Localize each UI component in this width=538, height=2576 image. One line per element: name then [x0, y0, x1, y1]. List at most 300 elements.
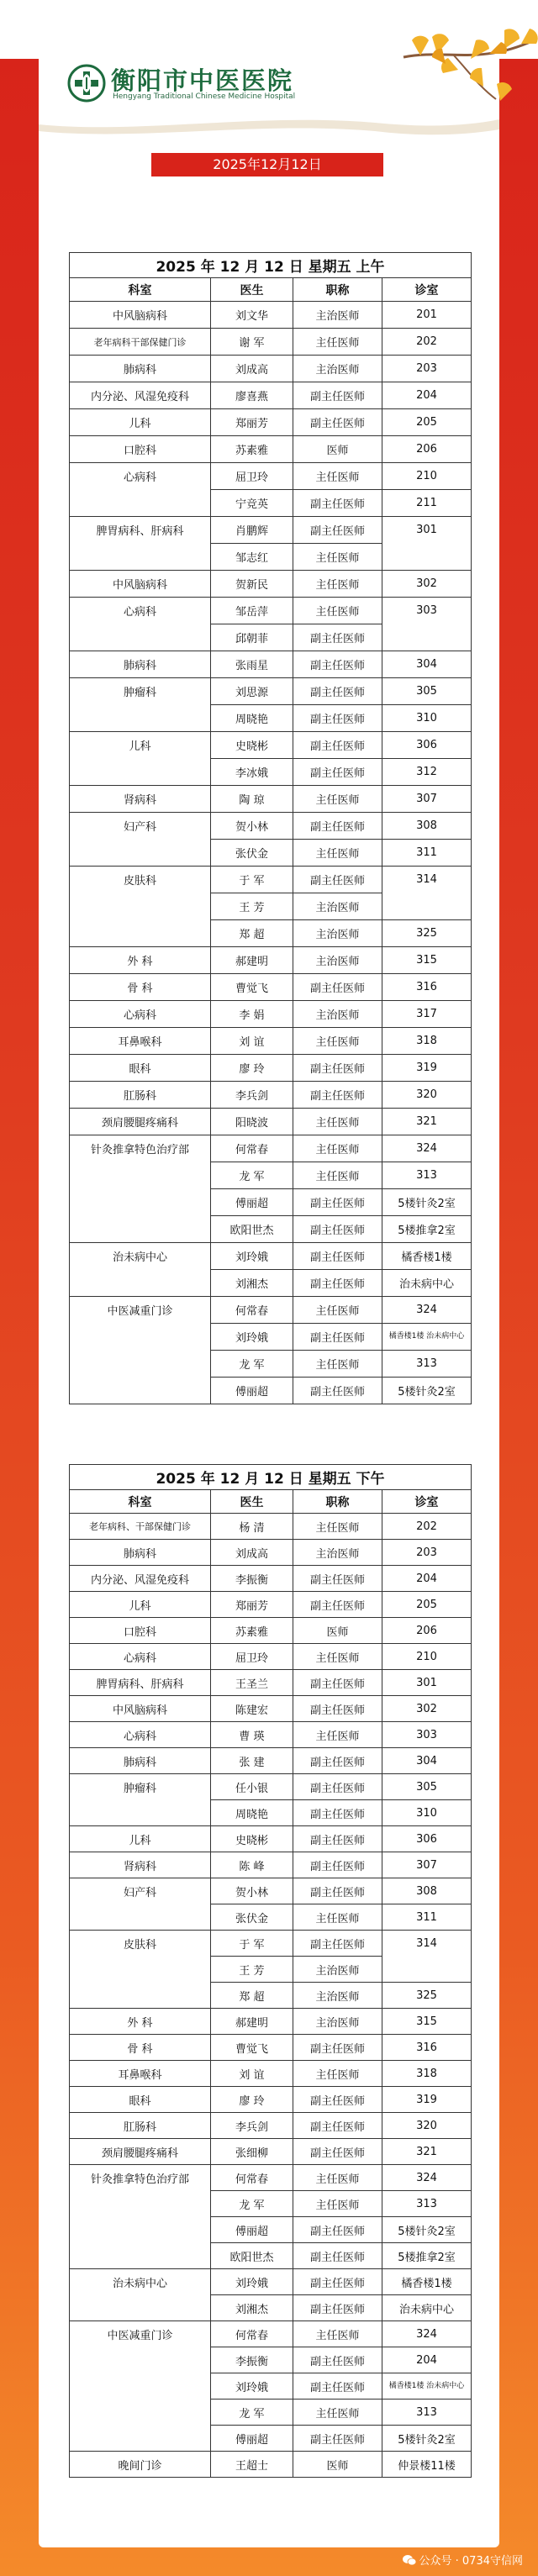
cell-title: 主任医师 — [293, 786, 382, 813]
cell-dept — [70, 490, 211, 517]
cell-dept — [70, 2426, 211, 2452]
table-row — [70, 1748, 472, 1774]
cell-doctor: 苏素雅 — [211, 436, 293, 463]
cell-dept: 脾胃病科、肝病科 — [70, 1670, 211, 1696]
cell-room: 202 — [382, 1514, 472, 1540]
table-row — [70, 2009, 472, 2035]
cell-dept: 针灸推拿特色治疗部 — [70, 2165, 211, 2191]
cell-room: 325 — [382, 920, 472, 947]
cell-dept: 治未病中心 — [70, 2269, 211, 2295]
cell-doctor: 刘湘杰 — [211, 2295, 293, 2321]
date-banner: 2025年12月12日 — [151, 153, 383, 176]
cell-dept: 口腔科 — [70, 436, 211, 463]
cell-title: 主治医师 — [293, 1983, 382, 2009]
table-row — [70, 571, 472, 598]
table-row — [70, 786, 472, 813]
cell-dept — [70, 1800, 211, 1826]
cell-dept: 肺病科 — [70, 1540, 211, 1566]
cell-room: 橘香楼1楼 — [382, 1243, 472, 1270]
cell-doctor: 谢 军 — [211, 329, 293, 356]
cell-title: 副主任医师 — [293, 1566, 382, 1592]
cell-title: 主治医师 — [293, 1001, 382, 1028]
cell-title: 副主任医师 — [293, 2347, 382, 2373]
cell-doctor: 李 娟 — [211, 1001, 293, 1028]
table-row — [70, 490, 472, 517]
cell-room: 5楼推拿2室 — [382, 2243, 472, 2269]
table-row — [70, 840, 472, 867]
cell-dept: 心病科 — [70, 1001, 211, 1028]
hospital-name: 衡阳市中医医院 — [111, 66, 294, 95]
table-row — [70, 1670, 472, 1696]
cell-title: 主治医师 — [293, 1540, 382, 1566]
cell-dept: 心病科 — [70, 598, 211, 624]
cell-room: 325 — [382, 1983, 472, 2009]
cell-doctor: 刘成高 — [211, 356, 293, 382]
cell-room: 304 — [382, 651, 472, 678]
cell-room: 319 — [382, 1055, 472, 1082]
cell-dept: 肺病科 — [70, 651, 211, 678]
cell-dept: 心病科 — [70, 1644, 211, 1670]
cell-title: 副主任医师 — [293, 1592, 382, 1618]
cell-doctor: 廖 玲 — [211, 1055, 293, 1082]
table-row — [70, 1135, 472, 1162]
cell-title: 主任医师 — [293, 463, 382, 490]
cell-dept: 治未病中心 — [70, 1243, 211, 1270]
cell-dept: 儿科 — [70, 409, 211, 436]
cell-room: 307 — [382, 786, 472, 813]
cell-room: 5楼针灸2室 — [382, 2426, 472, 2452]
table-row — [70, 2165, 472, 2191]
cell-title: 副主任医师 — [293, 1696, 382, 1722]
table-row — [70, 1957, 472, 1983]
cell-room: 308 — [382, 813, 472, 840]
cell-title: 副主任医师 — [293, 1878, 382, 1904]
table-row — [70, 759, 472, 786]
cell-title: 副主任医师 — [293, 867, 382, 893]
cell-dept — [70, 1351, 211, 1378]
cell-title: 副主任医师 — [293, 624, 382, 651]
cell-title: 主任医师 — [293, 1514, 382, 1540]
cell-doctor: 郝建明 — [211, 2009, 293, 2035]
table-row — [70, 1514, 472, 1540]
table-row — [70, 2243, 472, 2269]
cell-doctor: 何常春 — [211, 2165, 293, 2191]
table-row — [70, 1324, 472, 1351]
cell-title: 副主任医师 — [293, 1748, 382, 1774]
cell-doctor: 贺小林 — [211, 813, 293, 840]
cell-title: 主治医师 — [293, 356, 382, 382]
cell-room: 313 — [382, 2400, 472, 2426]
cell-room — [382, 544, 472, 571]
cell-dept: 妇产科 — [70, 1878, 211, 1904]
cell-title: 主任医师 — [293, 1351, 382, 1378]
cell-dept: 晚间门诊 — [70, 2452, 211, 2478]
cell-doctor: 刘文华 — [211, 302, 293, 329]
cell-doctor: 何常春 — [211, 1135, 293, 1162]
cell-doctor: 陈 峰 — [211, 1852, 293, 1878]
cell-title: 副主任医师 — [293, 1378, 382, 1404]
cell-dept — [70, 2347, 211, 2373]
cell-doctor: 刘玲娥 — [211, 1324, 293, 1351]
table-row — [70, 409, 472, 436]
cell-room: 211 — [382, 490, 472, 517]
table-row — [70, 2347, 472, 2373]
cell-doctor: 欧阳世杰 — [211, 1216, 293, 1243]
cell-doctor: 苏素雅 — [211, 1618, 293, 1644]
cell-doctor: 刘思源 — [211, 678, 293, 705]
cell-title: 副主任医师 — [293, 517, 382, 544]
cell-dept: 老年病科、干部保健门诊 — [70, 1514, 211, 1540]
cell-dept: 老年病科干部保健门诊 — [70, 329, 211, 356]
cell-room: 202 — [382, 329, 472, 356]
table-row — [70, 1983, 472, 2009]
cell-title: 主治医师 — [293, 920, 382, 947]
hospital-name-en: Hengyang Traditional Chinese Medicine Hospital — [113, 92, 296, 101]
cell-dept: 肺病科 — [70, 356, 211, 382]
cell-room: 5楼针灸2室 — [382, 2217, 472, 2243]
cell-dept: 肛肠科 — [70, 1082, 211, 1109]
cell-dept: 儿科 — [70, 1826, 211, 1852]
cell-room: 324 — [382, 1297, 472, 1324]
header-wave-decoration — [39, 109, 499, 143]
cell-dept: 皮肤科 — [70, 1931, 211, 1957]
cell-doctor: 于 军 — [211, 1931, 293, 1957]
cell-room: 橘香楼1楼 — [382, 2269, 472, 2295]
table-row — [70, 1001, 472, 1028]
cell-doctor: 张伏金 — [211, 840, 293, 867]
cell-dept: 肺病科 — [70, 1748, 211, 1774]
cell-doctor: 廖 玲 — [211, 2087, 293, 2113]
table-row — [70, 2452, 472, 2478]
table-row — [70, 2217, 472, 2243]
cell-dept: 耳鼻喉科 — [70, 1028, 211, 1055]
cell-dept — [70, 1378, 211, 1404]
column-header-room: 诊室 — [382, 1490, 472, 1514]
cell-doctor: 王 芳 — [211, 893, 293, 920]
cell-doctor: 邹志红 — [211, 544, 293, 571]
cell-room: 314 — [382, 867, 472, 893]
cell-dept — [70, 2373, 211, 2400]
table-row — [70, 947, 472, 974]
cell-doctor: 邱朝菲 — [211, 624, 293, 651]
table-row — [70, 1243, 472, 1270]
cell-room: 319 — [382, 2087, 472, 2113]
cell-room: 301 — [382, 517, 472, 544]
table-row — [70, 1189, 472, 1216]
cell-doctor: 王 芳 — [211, 1957, 293, 1983]
cell-dept: 颈肩腰腿疼痛科 — [70, 1109, 211, 1135]
cell-title: 副主任医师 — [293, 759, 382, 786]
cell-room: 318 — [382, 2061, 472, 2087]
cell-dept — [70, 893, 211, 920]
cell-dept: 外 科 — [70, 2009, 211, 2035]
cell-title: 副主任医师 — [293, 1800, 382, 1826]
cell-dept: 内分泌、风湿免疫科 — [70, 1566, 211, 1592]
cell-dept — [70, 1324, 211, 1351]
cell-room: 306 — [382, 732, 472, 759]
table-row — [70, 463, 472, 490]
cell-dept: 肾病科 — [70, 786, 211, 813]
cell-title: 副主任医师 — [293, 974, 382, 1001]
cell-room: 313 — [382, 2191, 472, 2217]
cell-title: 主任医师 — [293, 2400, 382, 2426]
cell-dept: 中风脑病科 — [70, 302, 211, 329]
cell-dept: 眼科 — [70, 2087, 211, 2113]
cell-doctor: 刘玲娥 — [211, 1243, 293, 1270]
cell-room: 306 — [382, 1826, 472, 1852]
cell-doctor: 曹 瑛 — [211, 1722, 293, 1748]
table-row — [70, 624, 472, 651]
cell-room: 205 — [382, 409, 472, 436]
table-row — [70, 1378, 472, 1404]
cell-title: 副主任医师 — [293, 409, 382, 436]
cell-dept: 妇产科 — [70, 813, 211, 840]
cell-room: 204 — [382, 1566, 472, 1592]
cell-doctor: 肖鹏辉 — [211, 517, 293, 544]
cell-title: 医师 — [293, 1618, 382, 1644]
column-header-doctor: 医生 — [211, 278, 293, 302]
cell-doctor: 傅丽超 — [211, 2217, 293, 2243]
table-row — [70, 1722, 472, 1748]
cell-doctor: 傅丽超 — [211, 1189, 293, 1216]
cell-doctor: 邹岳萍 — [211, 598, 293, 624]
cell-room: 205 — [382, 1592, 472, 1618]
cell-title: 副主任医师 — [293, 732, 382, 759]
cell-dept: 外 科 — [70, 947, 211, 974]
cell-doctor: 郑丽芳 — [211, 409, 293, 436]
cell-title: 主任医师 — [293, 1162, 382, 1189]
cell-dept — [70, 624, 211, 651]
cell-doctor: 周晓艳 — [211, 705, 293, 732]
table-row — [70, 1297, 472, 1324]
cell-doctor: 郑丽芳 — [211, 1592, 293, 1618]
cell-title: 副主任医师 — [293, 1670, 382, 1696]
table-row — [70, 1270, 472, 1297]
table-row — [70, 1216, 472, 1243]
cell-title: 副主任医师 — [293, 1270, 382, 1297]
cell-room: 305 — [382, 678, 472, 705]
table-row — [70, 2269, 472, 2295]
table-row — [70, 705, 472, 732]
cell-title: 主治医师 — [293, 893, 382, 920]
cell-doctor: 傅丽超 — [211, 2426, 293, 2452]
cell-room — [382, 893, 472, 920]
table-row — [70, 867, 472, 893]
cell-dept: 中医减重门诊 — [70, 2321, 211, 2347]
cell-dept: 中风脑病科 — [70, 571, 211, 598]
table-row — [70, 2295, 472, 2321]
cell-room: 321 — [382, 1109, 472, 1135]
cell-room: 313 — [382, 1162, 472, 1189]
footer-watermark — [403, 2552, 523, 2568]
cell-title: 主任医师 — [293, 329, 382, 356]
cell-dept: 儿科 — [70, 732, 211, 759]
cell-dept: 肿瘤科 — [70, 678, 211, 705]
cell-room: 302 — [382, 571, 472, 598]
cell-title: 副主任医师 — [293, 1852, 382, 1878]
table-row — [70, 2139, 472, 2165]
cell-dept: 骨 科 — [70, 2035, 211, 2061]
cell-room: 治未病中心 — [382, 2295, 472, 2321]
cell-title: 副主任医师 — [293, 2269, 382, 2295]
cell-room: 303 — [382, 598, 472, 624]
cell-title: 副主任医师 — [293, 678, 382, 705]
table-row — [70, 544, 472, 571]
cell-dept — [70, 2295, 211, 2321]
cell-doctor: 刘玲娥 — [211, 2373, 293, 2400]
cell-dept — [70, 1983, 211, 2009]
table-row — [70, 1109, 472, 1135]
cell-title: 副主任医师 — [293, 2426, 382, 2452]
cell-doctor: 傅丽超 — [211, 1378, 293, 1404]
cell-room: 311 — [382, 840, 472, 867]
cell-title: 主任医师 — [293, 1904, 382, 1931]
cell-doctor: 屈卫玲 — [211, 463, 293, 490]
table-row — [70, 974, 472, 1001]
cell-room: 210 — [382, 463, 472, 490]
cell-title: 主任医师 — [293, 840, 382, 867]
table-row — [70, 1696, 472, 1722]
cell-room: 302 — [382, 1696, 472, 1722]
table-row — [70, 1028, 472, 1055]
cell-title: 副主任医师 — [293, 2295, 382, 2321]
cell-dept: 中医减重门诊 — [70, 1297, 211, 1324]
column-header-dept: 科室 — [70, 1490, 211, 1514]
cell-room: 311 — [382, 1904, 472, 1931]
cell-room: 206 — [382, 436, 472, 463]
page-header — [0, 0, 538, 172]
cell-room: 210 — [382, 1644, 472, 1670]
cell-room: 318 — [382, 1028, 472, 1055]
cell-title: 副主任医师 — [293, 813, 382, 840]
table-row — [70, 651, 472, 678]
cell-dept: 肾病科 — [70, 1852, 211, 1878]
cell-title: 主任医师 — [293, 1722, 382, 1748]
cell-room: 317 — [382, 1001, 472, 1028]
table-row — [70, 2191, 472, 2217]
cell-doctor: 宁竞英 — [211, 490, 293, 517]
cell-room: 橘香楼1楼 治未病中心 — [382, 1324, 472, 1351]
cell-title: 主任医师 — [293, 2191, 382, 2217]
cell-dept — [70, 2191, 211, 2217]
table-row — [70, 1644, 472, 1670]
cell-title: 副主任医师 — [293, 1189, 382, 1216]
cell-dept — [70, 1904, 211, 1931]
table-row — [70, 1826, 472, 1852]
cell-doctor: 龙 军 — [211, 1351, 293, 1378]
cell-room: 320 — [382, 1082, 472, 1109]
cell-room: 治未病中心 — [382, 1270, 472, 1297]
cell-room: 204 — [382, 2347, 472, 2373]
column-header-doctor: 医生 — [211, 1490, 293, 1514]
cell-room: 305 — [382, 1774, 472, 1800]
cell-doctor: 张细柳 — [211, 2139, 293, 2165]
cell-title: 副主任医师 — [293, 1216, 382, 1243]
table-row — [70, 1852, 472, 1878]
cell-title: 主任医师 — [293, 598, 382, 624]
column-header-title: 职称 — [293, 1490, 382, 1514]
cell-doctor: 贺小林 — [211, 1878, 293, 1904]
cell-room: 307 — [382, 1852, 472, 1878]
cell-room: 301 — [382, 1670, 472, 1696]
cell-doctor: 郑 超 — [211, 920, 293, 947]
table-row — [70, 2400, 472, 2426]
cell-doctor: 贺新民 — [211, 571, 293, 598]
cell-title: 主任医师 — [293, 544, 382, 571]
schedule-title: 2025 年 12 月 12 日 星期五 上午 — [70, 253, 472, 278]
table-row — [70, 1082, 472, 1109]
cell-title: 副主任医师 — [293, 2243, 382, 2269]
cell-room: 313 — [382, 1351, 472, 1378]
cell-dept: 儿科 — [70, 1592, 211, 1618]
footer-text: 公众号 · 0734守信网 — [419, 2555, 523, 2568]
cell-room: 315 — [382, 947, 472, 974]
cell-title: 副主任医师 — [293, 1774, 382, 1800]
cell-title: 主任医师 — [293, 1135, 382, 1162]
cell-title: 副主任医师 — [293, 1324, 382, 1351]
table-row — [70, 1351, 472, 1378]
cell-title: 副主任医师 — [293, 2139, 382, 2165]
cell-room: 324 — [382, 1135, 472, 1162]
cell-title: 副主任医师 — [293, 1243, 382, 1270]
afternoon-schedule-table — [69, 1464, 472, 2478]
cell-doctor: 李兵剑 — [211, 2113, 293, 2139]
cell-title: 副主任医师 — [293, 2373, 382, 2400]
cell-title: 副主任医师 — [293, 2217, 382, 2243]
cell-room: 316 — [382, 2035, 472, 2061]
cell-room: 5楼针灸2室 — [382, 1378, 472, 1404]
cell-doctor: 龙 军 — [211, 2400, 293, 2426]
cell-doctor: 张雨星 — [211, 651, 293, 678]
cell-dept: 皮肤科 — [70, 867, 211, 893]
cell-doctor: 任小银 — [211, 1774, 293, 1800]
cell-room: 203 — [382, 1540, 472, 1566]
cell-title: 医师 — [293, 2452, 382, 2478]
cell-doctor: 刘 谊 — [211, 1028, 293, 1055]
cell-title: 主治医师 — [293, 947, 382, 974]
cell-title: 主任医师 — [293, 1297, 382, 1324]
morning-schedule-table — [69, 252, 472, 1404]
table-row — [70, 2035, 472, 2061]
table-row — [70, 2061, 472, 2087]
cell-dept — [70, 544, 211, 571]
table-row — [70, 813, 472, 840]
cell-room: 324 — [382, 2165, 472, 2191]
cell-room: 321 — [382, 2139, 472, 2165]
cell-title: 主任医师 — [293, 2321, 382, 2347]
cell-title: 主任医师 — [293, 1109, 382, 1135]
cell-dept — [70, 2217, 211, 2243]
cell-title: 副主任医师 — [293, 1826, 382, 1852]
cell-room: 203 — [382, 356, 472, 382]
table-row — [70, 329, 472, 356]
cell-room: 308 — [382, 1878, 472, 1904]
table-row — [70, 893, 472, 920]
cell-doctor: 陈建宏 — [211, 1696, 293, 1722]
cell-dept — [70, 1189, 211, 1216]
cell-doctor: 曹觉飞 — [211, 2035, 293, 2061]
cell-doctor: 郑 超 — [211, 1983, 293, 2009]
ginkgo-branch-decoration-icon — [395, 7, 538, 124]
table-row — [70, 598, 472, 624]
cell-doctor: 陶 琼 — [211, 786, 293, 813]
cell-dept — [70, 1270, 211, 1297]
cell-room — [382, 1957, 472, 1983]
cell-dept: 肿瘤科 — [70, 1774, 211, 1800]
cell-doctor: 杨 清 — [211, 1514, 293, 1540]
cell-title: 副主任医师 — [293, 2087, 382, 2113]
cell-dept — [70, 2400, 211, 2426]
